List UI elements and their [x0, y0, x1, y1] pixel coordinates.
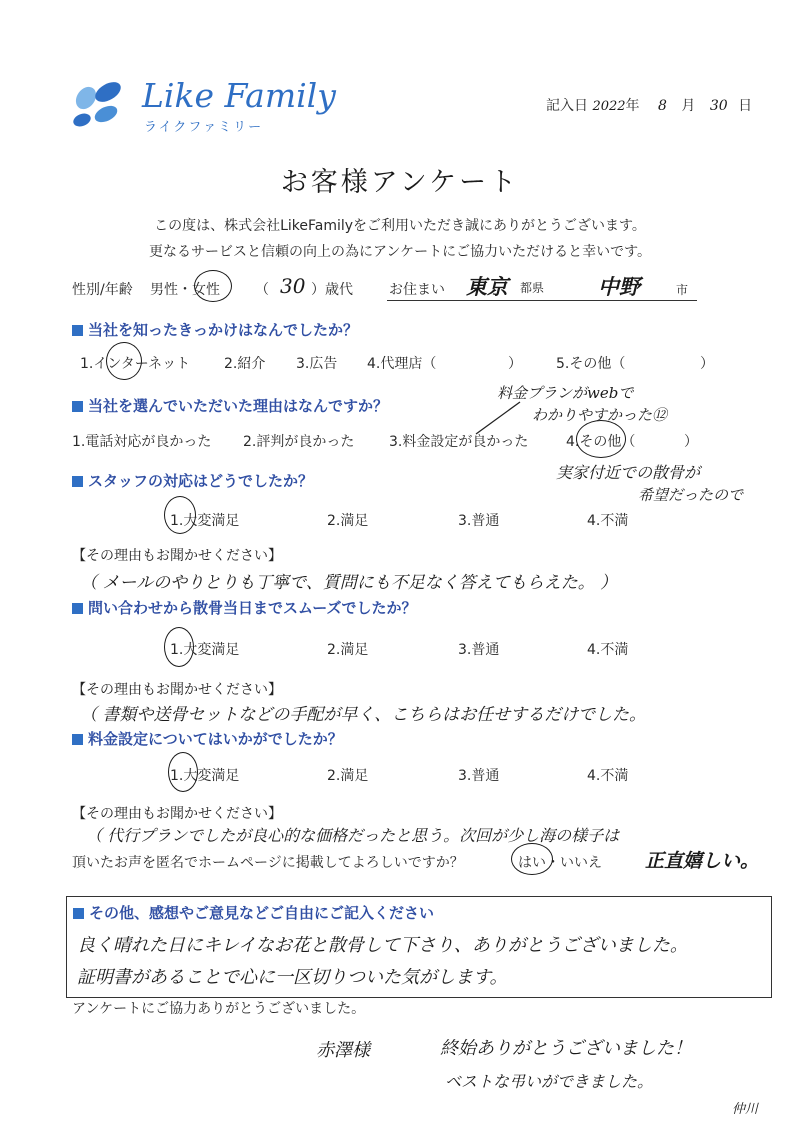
q4-reason-text: （ 書類や送骨セットなどの手配が早く、こちらはお任せするだけでした。	[80, 705, 647, 725]
age-value: 30	[280, 274, 306, 298]
q2-option-4-close: ）	[684, 434, 698, 450]
q1-option-5: 5.その他（	[556, 356, 626, 372]
age-open: （	[255, 282, 269, 298]
square-bullet-icon	[72, 476, 83, 487]
date-field	[546, 95, 752, 115]
q1-title: 当社を知ったきっかけはなんでしたか？	[72, 319, 358, 340]
q1-option-5-close: ）	[700, 356, 714, 372]
gender-options: 男性・女性	[150, 282, 220, 298]
square-bullet-icon	[72, 325, 83, 336]
date-month-unit: 月	[681, 98, 696, 114]
reply-name: 赤澤様	[316, 1040, 370, 1061]
q2-option-3: 3.料金設定が良かった	[389, 434, 529, 450]
leaf-logo-icon	[72, 78, 134, 132]
gender-selection-circle	[194, 270, 232, 302]
city-unit: 市	[676, 283, 689, 297]
q3-option-2: 2.満足	[327, 513, 369, 529]
comments-box	[66, 896, 772, 998]
q5-option-2: 2.満足	[327, 768, 369, 784]
q1-option-2: 2.紹介	[224, 356, 266, 372]
city-value: 中野	[598, 274, 640, 299]
consent-hand-note: 正直嬉しい。	[645, 850, 760, 872]
q5-reason-label: 【その理由もお聞かせください】	[72, 806, 282, 822]
q2-option-1: 1.電話対応が良かった	[72, 434, 212, 450]
q3-title: スタッフの対応はどうでしたか？	[72, 470, 313, 491]
gender-age-label: 性別/年齢	[72, 282, 133, 298]
pref-value: 東京	[466, 274, 508, 299]
q2-hand-note-2: わかりやすかった⑫	[532, 406, 668, 424]
page-title: お客様アンケート	[280, 167, 520, 198]
signature: 仲川	[732, 1102, 759, 1117]
pref-unit: 都県	[520, 281, 545, 295]
q2-hand-note-4: 希望だったので	[638, 486, 744, 504]
q4-option-3: 3.普通	[458, 642, 500, 658]
date-label: 記入日	[546, 98, 588, 114]
square-bullet-icon	[72, 734, 83, 745]
q5-option-3: 3.普通	[458, 768, 500, 784]
q2-hand-note-3: 実家付近での散骨が	[556, 463, 701, 482]
thanks-text: アンケートにご協力ありがとうございました。	[72, 1001, 366, 1017]
q4-selection-circle	[164, 627, 194, 667]
logo	[72, 76, 336, 138]
q3-option-1: 1.大変満足	[170, 513, 240, 529]
comments-line-2: 証明書があることで心に一区切りついた気がします。	[77, 967, 508, 988]
q5-option-4: 4.不満	[587, 768, 629, 784]
consent-options: はい・いいえ	[518, 855, 602, 871]
date-day: 30	[709, 98, 728, 114]
consent-selection-circle	[511, 843, 553, 875]
date-year: 2022	[592, 99, 626, 114]
square-bullet-icon	[72, 401, 83, 412]
intro-line-1: この度は、株式会社LikeFamilyをご利用いただき誠にありがとうございます。	[154, 218, 646, 234]
logo-text: Like Family	[142, 76, 336, 115]
q1-option-1: 1.インターネット	[80, 356, 191, 372]
date-month: 8	[658, 98, 667, 114]
q5-reason-text: （ 代行プランでしたが良心的な価格だったと思う。次回が少し海の様子は	[86, 826, 620, 845]
q3-reason-label: 【その理由もお聞かせください】	[72, 548, 282, 564]
q3-option-3: 3.普通	[458, 513, 500, 529]
q2-title: 当社を選んでいただいた理由はなんですか？	[72, 395, 388, 416]
q4-title: 問い合わせから散骨当日までスムーズでしたか？	[72, 597, 417, 618]
q1-option-4: 4.代理店（	[367, 356, 437, 372]
q1-option-3: 3.広告	[296, 356, 338, 372]
q3-selection-circle	[164, 496, 196, 534]
q2-option-2: 2.評判が良かった	[243, 434, 355, 450]
q2-hand-note-1: 料金プランがwebで	[497, 384, 634, 402]
intro-line-2: 更なるサービスと信頼の向上の為にアンケートにご協力いただけると幸いです。	[148, 244, 652, 260]
date-day-unit: 日	[738, 98, 753, 114]
q5-title: 料金設定についてはいかがでしたか？	[72, 728, 343, 749]
q4-option-4: 4.不満	[587, 642, 629, 658]
square-bullet-icon	[73, 908, 84, 919]
q4-reason-label: 【その理由もお聞かせください】	[72, 682, 282, 698]
q3-reason-text: （ メールのやりとりも丁寧で、質問にも不足なく答えてもらえた。 ）	[80, 573, 618, 593]
q4-option-2: 2.満足	[327, 642, 369, 658]
address-label: お住まい	[389, 282, 445, 298]
address-underline	[387, 300, 697, 301]
reply-line-2: ベストな弔いができました。	[445, 1072, 654, 1091]
q5-selection-circle	[168, 752, 198, 792]
square-bullet-icon	[72, 603, 83, 614]
q5-option-1: 1.大変満足	[170, 768, 240, 784]
age-close: ）歳代	[311, 282, 353, 298]
q4-option-1: 1.大変満足	[170, 642, 240, 658]
q2-selection-circle	[576, 420, 626, 458]
q3-option-4: 4.不満	[587, 513, 629, 529]
logo-kana: ライクファミリー	[144, 120, 264, 135]
q2-option-4: 4.その他（	[566, 434, 636, 450]
comments-line-1: 良く晴れた日にキレイなお花と散骨して下さり、ありがとうございました。	[77, 935, 688, 956]
consent-question: 頂いたお声を匿名でホームページに掲載してよろしいですか？	[72, 855, 464, 871]
date-year-unit: 年	[625, 98, 640, 114]
reply-line-1: 終始ありがとうございました！	[440, 1038, 692, 1059]
comments-title: その他、感想やご意見などご自由にご記入ください	[73, 902, 434, 923]
q1-option-4-close: ）	[508, 356, 522, 372]
q1-selection-circle	[106, 342, 142, 380]
